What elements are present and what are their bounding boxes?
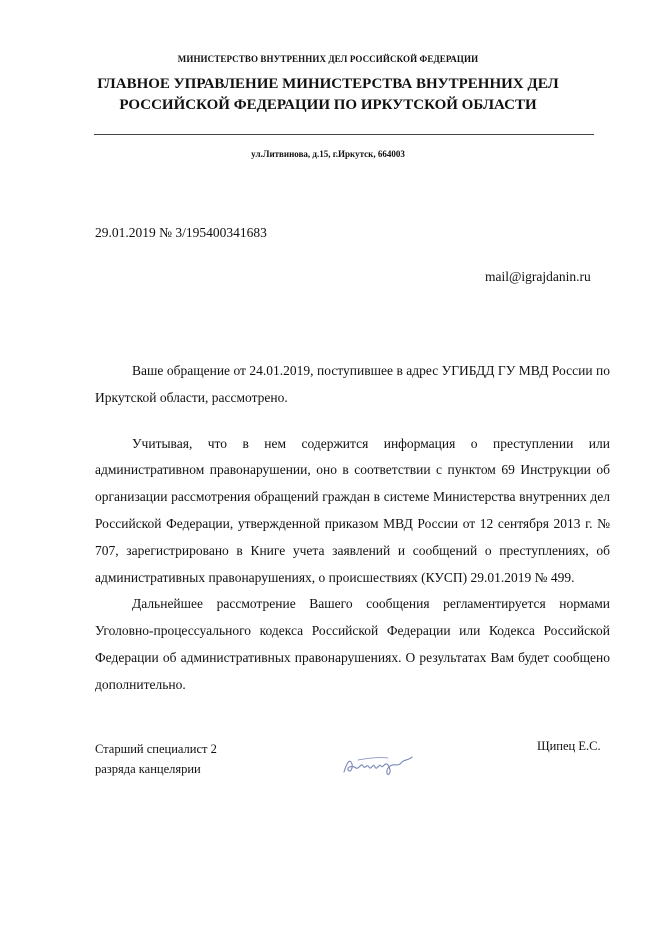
ministry-name: МИНИСТЕРСТВО ВНУТРЕННИХ ДЕЛ РОССИЙСКОЙ ФЕДЕРАЦИИ	[177, 54, 479, 64]
department-name-line1: ГЛАВНОЕ УПРАВЛЕНИЕ МИНИСТЕРСТВА ВНУТРЕННИХ ДЕЛ	[97, 76, 559, 92]
department-address: ул.Литвинова, д.15, г.Иркутск, 664003	[251, 149, 405, 159]
recipient-email: mail@igrajdanin.ru	[485, 269, 591, 284]
signer-position	[95, 739, 217, 779]
body-paragraph: Ваше обращение от 24.01.2019, поступившее в адрес УГИБДД ГУ МВД России по Иркутской области, рассмотрено.	[95, 363, 610, 405]
department-name	[0, 74, 656, 116]
signer-position-line2: разряда канцелярии	[95, 762, 201, 776]
letter-body	[95, 358, 610, 699]
body-paragraph: Дальнейшее рассмотрение Вашего сообщения регламентируется нормами Уголовно-процессуального кодекса Российской Федерации или Кодекса Российской Федерации об административных правонарушениях. О результатах Вам будет сообщено дополнительно.	[95, 596, 610, 692]
header-divider	[94, 134, 594, 135]
signer-position-line1: Старший специалист 2	[95, 742, 217, 756]
body-paragraph: Учитывая, что в нем содержится информация о преступлении или административном правонарушении, оно в соответствии с пунктом 69 Инструкции об организации рассмотрения обращений граждан в системе Министерства внутренних дел Российской Федерации, утвержденной приказом МВД России от 12 сентября 2013 г. № 707, зарегистрировано в Книге учета заявлений и сообщений о преступлениях, об административных правонарушениях, о происшествиях (КУСП) 29.01.2019 № 499.	[95, 435, 610, 585]
department-name-line2: РОССИЙСКОЙ ФЕДЕРАЦИИ ПО ИРКУТСКОЙ ОБЛАСТИ	[119, 97, 537, 113]
signer-name: Щипец Е.С.	[537, 739, 601, 753]
handwritten-signature	[338, 748, 420, 780]
outgoing-reference: 29.01.2019 № 3/195400341683	[95, 225, 267, 240]
